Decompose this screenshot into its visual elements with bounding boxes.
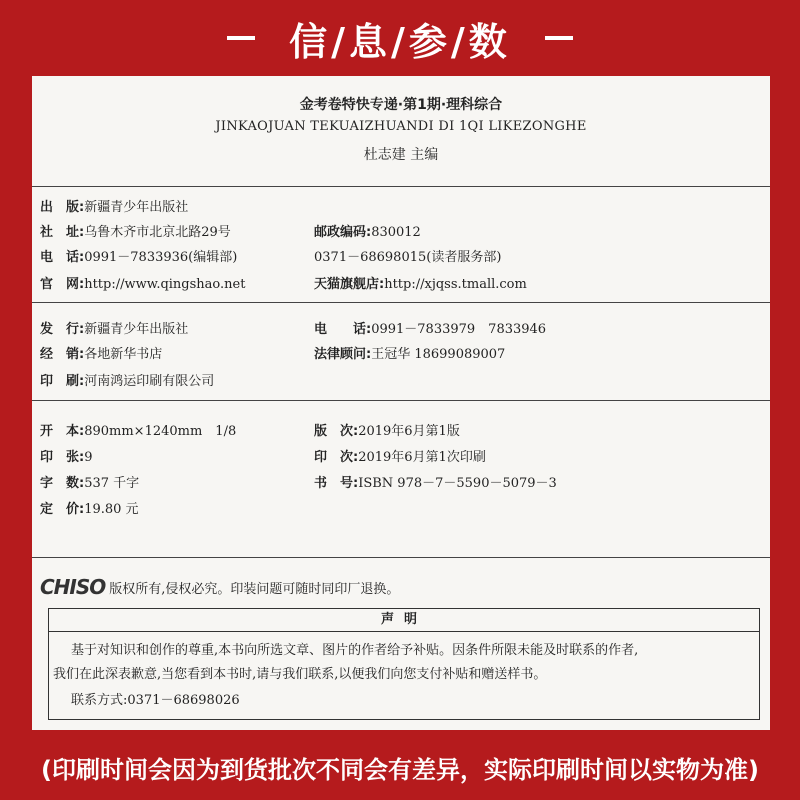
info-row-phone <box>40 246 237 265</box>
footer-note: (印刷时间会因为到货批次不同会有差异，实际印刷时间以实物为准) <box>41 756 759 784</box>
info-label: 定 价: <box>40 502 85 517</box>
info-row-address <box>40 221 231 240</box>
notice-title: 声明 <box>49 609 759 632</box>
info-row-postcode <box>314 221 421 240</box>
info-label: 法律顾问: <box>314 347 372 362</box>
info-row-legal-advisor <box>314 343 505 362</box>
book-title: 金考卷特快专递·第1期·理科综合 <box>299 97 503 113</box>
divider <box>32 302 770 303</box>
divider <box>32 557 770 558</box>
info-row-word-count <box>40 472 139 491</box>
book-editor: 杜志建 主编 <box>363 147 439 163</box>
info-value: 新疆青少年出版社 <box>84 322 189 337</box>
info-row-website <box>40 273 245 292</box>
info-row-publisher <box>40 196 188 215</box>
info-label: 出 版: <box>40 200 85 215</box>
header-title: 信/息/参/数 <box>289 19 511 64</box>
info-label: 电 话: <box>314 322 372 337</box>
info-row-printer <box>40 370 214 389</box>
info-label: 电 话: <box>40 250 85 265</box>
info-value: 各地新华书店 <box>84 347 163 362</box>
notice-box <box>48 608 760 720</box>
info-value: 0991－7833936(编辑部) <box>84 250 238 265</box>
info-value: 0991－7833979 7833946 <box>371 322 547 337</box>
info-row-distributor <box>40 318 188 337</box>
info-label: 印 刷: <box>40 374 85 389</box>
info-row-edition <box>314 420 460 439</box>
info-value: 新疆青少年出版社 <box>84 200 189 215</box>
info-label: 天猫旗舰店: <box>314 277 385 292</box>
header-right-dash <box>545 36 573 40</box>
info-label: 邮政编码: <box>314 225 372 240</box>
info-value: 王冠华 18699089007 <box>371 347 506 362</box>
header-left-dash <box>227 36 255 40</box>
info-row-reader-service <box>314 246 501 265</box>
info-value: http://www.qingshao.net <box>84 277 246 292</box>
info-label: 书 号: <box>314 476 359 491</box>
info-row-price <box>40 498 139 517</box>
info-row-format <box>40 420 236 439</box>
divider <box>32 400 770 401</box>
divider <box>32 186 770 187</box>
notice-line: 我们在此深表歉意,当您看到本书时,请与我们联系,以便我们向您支付补贴和赠送样书。 <box>53 667 547 682</box>
info-row-tmall <box>314 273 527 292</box>
info-value: 537 千字 <box>84 476 140 491</box>
info-value: 0371－68698015(读者服务部) <box>314 250 502 265</box>
info-value: 19.80 元 <box>84 502 139 517</box>
info-label: 印 次: <box>314 450 359 465</box>
header-banner <box>0 0 800 76</box>
copyright-page <box>32 76 770 730</box>
info-value: 830012 <box>371 225 421 240</box>
copyright-text: 版权所有,侵权必究。印装问题可随时同印厂退换。 <box>109 581 400 597</box>
info-label: 印 张: <box>40 450 85 465</box>
info-label: 开 本: <box>40 424 85 439</box>
info-label: 发 行: <box>40 322 85 337</box>
info-label: 官 网: <box>40 277 85 292</box>
copyright-line <box>40 575 399 599</box>
notice-contact: 联系方式:0371－68698026 <box>71 693 240 708</box>
info-label: 字 数: <box>40 476 85 491</box>
info-row-seller <box>40 343 162 362</box>
chiso-logo: CHISO <box>40 575 106 599</box>
info-value: 2019年6月第1次印刷 <box>358 450 486 465</box>
info-row-distribution-phone <box>314 318 546 337</box>
info-row-isbn <box>314 472 557 491</box>
info-label: 社 址: <box>40 225 85 240</box>
info-value: 890mm×1240mm 1/8 <box>84 424 237 439</box>
info-value: 9 <box>84 450 93 465</box>
notice-line: 基于对知识和创作的尊重,本书向所选文章、图片的作者给予补贴。因条件所限未能及时联系的作者, <box>71 643 639 658</box>
info-label: 经 销: <box>40 347 85 362</box>
info-value: http://xjqss.tmall.com <box>384 277 527 292</box>
info-row-sheets <box>40 446 92 465</box>
info-value: ISBN 978－7－5590－5079－3 <box>358 476 557 491</box>
info-row-printing <box>314 446 486 465</box>
book-title-pinyin: JINKAOJUAN TEKUAIZHUANDI DI 1QI LIKEZONGHE <box>215 119 587 134</box>
info-value: 河南鸿运印刷有限公司 <box>84 374 215 389</box>
info-value: 乌鲁木齐市北京北路29号 <box>84 225 231 240</box>
info-label: 版 次: <box>314 424 359 439</box>
info-value: 2019年6月第1版 <box>358 424 460 439</box>
